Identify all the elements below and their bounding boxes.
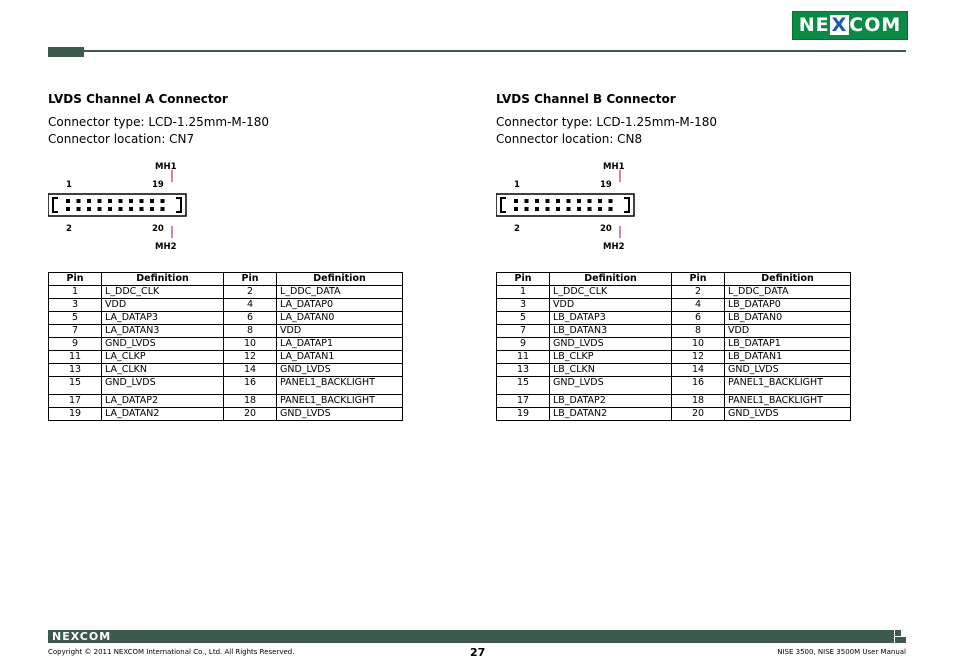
pin-definition-cell: LA_DATAP1 — [277, 338, 403, 351]
pin-dot — [140, 199, 144, 203]
header-rule — [48, 50, 906, 52]
pin-definition-cell: PANEL1_BACKLIGHT — [725, 377, 851, 395]
connector-diagram — [48, 162, 248, 262]
pin-number-cell: 11 — [497, 351, 550, 364]
pin-number-cell: 15 — [49, 377, 102, 395]
pin-number-cell: 11 — [49, 351, 102, 364]
pin-dot — [66, 207, 70, 211]
connector-housing — [496, 194, 634, 216]
pin-dot — [514, 207, 518, 211]
pin-number-cell: 19 — [49, 408, 102, 421]
pin-definition-cell: GND_LVDS — [277, 408, 403, 421]
pin-number-cell: 5 — [49, 312, 102, 325]
pin-dot — [161, 199, 165, 203]
pin-number-cell: 13 — [49, 364, 102, 377]
pin-number-cell: 6 — [672, 312, 725, 325]
pin-definition-cell: GND_LVDS — [102, 377, 224, 395]
pin-dot — [108, 199, 112, 203]
pin-dot — [609, 199, 613, 203]
label-mh1: MH1 — [603, 162, 625, 172]
pin-number-cell: 4 — [224, 299, 277, 312]
pin-dot — [98, 207, 102, 211]
pin-number-cell: 20 — [672, 408, 725, 421]
pin-definition-cell: L_DDC_DATA — [725, 286, 851, 299]
pin-definition-cell: VDD — [725, 325, 851, 338]
pin-dot — [77, 207, 81, 211]
pin-number-cell: 3 — [497, 299, 550, 312]
connector-diagram — [496, 162, 696, 262]
pin-definition-cell: LA_CLKN — [102, 364, 224, 377]
pin-number-cell: 14 — [672, 364, 725, 377]
pin-definition-cell: LB_DATAP1 — [725, 338, 851, 351]
pin-dot — [525, 207, 529, 211]
label-pin-1: 1 — [66, 180, 72, 190]
col-definition: Definition — [277, 273, 403, 286]
pin-definition-cell: PANEL1_BACKLIGHT — [725, 395, 851, 408]
pin-number-cell: 20 — [224, 408, 277, 421]
copyright-text: Copyright © 2011 NEXCOM International Co., Ltd. All Rights Reserved. — [48, 648, 295, 656]
footer-logo: NEXCOM — [52, 630, 112, 643]
table-row — [49, 351, 403, 364]
col-definition: Definition — [550, 273, 672, 286]
label-mh2: MH2 — [603, 242, 625, 252]
pin-definition-cell: VDD — [550, 299, 672, 312]
connector-location: Connector location: CN8 — [496, 132, 643, 146]
table-row — [49, 338, 403, 351]
manual-title: NISE 3500, NISE 3500M User Manual — [777, 648, 906, 656]
pin-definition-cell: LB_CLKN — [550, 364, 672, 377]
pin-number-cell: 15 — [497, 377, 550, 395]
col-definition: Definition — [725, 273, 851, 286]
pin-dot — [98, 199, 102, 203]
table-row — [497, 325, 851, 338]
pin-dot — [514, 199, 518, 203]
label-pin-19: 19 — [152, 180, 164, 190]
footer-square — [895, 630, 901, 636]
pin-dot — [525, 199, 529, 203]
section-title: LVDS Channel B Connector — [496, 92, 676, 106]
pin-dot — [598, 207, 602, 211]
connector-right-bracket — [176, 198, 181, 212]
pin-definition-cell: L_DDC_CLK — [550, 286, 672, 299]
pin-number-cell: 17 — [49, 395, 102, 408]
nexcom-logo: NE X COM — [792, 11, 908, 40]
header-tab — [48, 47, 84, 57]
table-row — [497, 286, 851, 299]
pin-definition-cell: LB_DATAP0 — [725, 299, 851, 312]
pin-definition-cell: GND_LVDS — [725, 408, 851, 421]
pin-number-cell: 6 — [224, 312, 277, 325]
pin-definition-cell: L_DDC_CLK — [102, 286, 224, 299]
label-pin-20: 20 — [600, 224, 612, 234]
section-title: LVDS Channel A Connector — [48, 92, 228, 106]
pin-table — [48, 272, 403, 421]
pin-definition-cell: L_DDC_DATA — [277, 286, 403, 299]
footer-square — [895, 637, 906, 643]
pin-dot — [161, 207, 165, 211]
pin-definition-cell: LB_DATAN2 — [550, 408, 672, 421]
pin-definition-cell: GND_LVDS — [550, 377, 672, 395]
pin-dot — [66, 199, 70, 203]
table-row — [49, 299, 403, 312]
pin-definition-cell: GND_LVDS — [550, 338, 672, 351]
pin-number-cell: 2 — [672, 286, 725, 299]
pin-number-cell: 12 — [672, 351, 725, 364]
connector-housing — [48, 194, 186, 216]
pin-definition-cell: GND_LVDS — [725, 364, 851, 377]
pin-definition-cell: LB_DATAN0 — [725, 312, 851, 325]
pin-number-cell: 9 — [497, 338, 550, 351]
label-pin-19: 19 — [600, 180, 612, 190]
pin-number-cell: 7 — [497, 325, 550, 338]
table-row — [497, 408, 851, 421]
table-header-row — [49, 273, 403, 286]
table-row — [49, 286, 403, 299]
col-pin: Pin — [224, 273, 277, 286]
label-pin-20: 20 — [152, 224, 164, 234]
table-row — [497, 351, 851, 364]
pin-dot — [588, 207, 592, 211]
connector-left-bracket — [501, 198, 506, 212]
pin-dot — [77, 199, 81, 203]
pin-number-cell: 8 — [672, 325, 725, 338]
pin-number-cell: 9 — [49, 338, 102, 351]
label-mh2: MH2 — [155, 242, 177, 252]
pin-number-cell: 8 — [224, 325, 277, 338]
pin-definition-cell: LB_DATAP3 — [550, 312, 672, 325]
pin-number-cell: 16 — [672, 377, 725, 395]
connector-left-bracket — [53, 198, 58, 212]
table-row — [49, 395, 403, 408]
col-pin: Pin — [49, 273, 102, 286]
pin-definition-cell: LB_DATAN3 — [550, 325, 672, 338]
pin-definition-cell: LA_CLKP — [102, 351, 224, 364]
table-row — [497, 312, 851, 325]
pin-definition-cell: LA_DATAP3 — [102, 312, 224, 325]
pin-dot — [108, 207, 112, 211]
pin-number-cell: 14 — [224, 364, 277, 377]
pin-definition-cell: LA_DATAN1 — [277, 351, 403, 364]
pin-dot — [609, 207, 613, 211]
pin-number-cell: 17 — [497, 395, 550, 408]
pin-definition-cell: VDD — [102, 299, 224, 312]
pin-dot — [129, 199, 133, 203]
table-row — [49, 377, 403, 395]
page-number: 27 — [470, 646, 486, 659]
pin-dot — [577, 199, 581, 203]
col-pin: Pin — [497, 273, 550, 286]
label-pin-2: 2 — [66, 224, 72, 234]
pin-dot — [119, 199, 123, 203]
pin-dot — [129, 207, 133, 211]
pin-definition-cell: GND_LVDS — [277, 364, 403, 377]
pin-definition-cell: LB_CLKP — [550, 351, 672, 364]
connector-type: Connector type: LCD-1.25mm-M-180 — [496, 115, 718, 129]
label-mh1: MH1 — [155, 162, 177, 172]
pin-definition-cell: LA_DATAN0 — [277, 312, 403, 325]
pin-number-cell: 4 — [672, 299, 725, 312]
table-row — [497, 395, 851, 408]
pin-number-cell: 10 — [224, 338, 277, 351]
connector-location: Connector location: CN7 — [48, 132, 195, 146]
label-pin-2: 2 — [514, 224, 520, 234]
pin-dot — [119, 207, 123, 211]
pin-number-cell: 16 — [224, 377, 277, 395]
pin-definition-cell: LA_DATAP2 — [102, 395, 224, 408]
pin-number-cell: 1 — [497, 286, 550, 299]
table-row — [497, 299, 851, 312]
pin-dot — [598, 199, 602, 203]
pin-dot — [87, 207, 91, 211]
pin-dot — [588, 199, 592, 203]
pin-number-cell: 18 — [224, 395, 277, 408]
pin-definition-cell: PANEL1_BACKLIGHT — [277, 395, 403, 408]
table-row — [49, 312, 403, 325]
pin-number-cell: 12 — [224, 351, 277, 364]
label-pin-1: 1 — [514, 180, 520, 190]
pin-number-cell: 1 — [49, 286, 102, 299]
pin-number-cell: 3 — [49, 299, 102, 312]
pin-dot — [87, 199, 91, 203]
pin-dot — [546, 207, 550, 211]
table-row — [49, 325, 403, 338]
pin-dot — [140, 207, 144, 211]
pin-dot — [535, 207, 539, 211]
pin-dot — [577, 207, 581, 211]
connector-drawing — [48, 162, 248, 262]
pin-dot — [567, 207, 571, 211]
pin-number-cell: 2 — [224, 286, 277, 299]
pin-number-cell: 10 — [672, 338, 725, 351]
connector-drawing — [496, 162, 696, 262]
pin-definition-cell: LA_DATAN3 — [102, 325, 224, 338]
pin-number-cell: 18 — [672, 395, 725, 408]
pin-number-cell: 13 — [497, 364, 550, 377]
table-row — [49, 408, 403, 421]
pin-definition-cell: LA_DATAN2 — [102, 408, 224, 421]
table-row — [497, 364, 851, 377]
pin-definition-cell: VDD — [277, 325, 403, 338]
pin-number-cell: 7 — [49, 325, 102, 338]
pin-definition-cell: LB_DATAN1 — [725, 351, 851, 364]
pin-dot — [567, 199, 571, 203]
table-header-row — [497, 273, 851, 286]
pin-dot — [535, 199, 539, 203]
table-row — [497, 338, 851, 351]
pin-number-cell: 5 — [497, 312, 550, 325]
table-row — [497, 377, 851, 395]
table-row — [49, 364, 403, 377]
pin-dot — [556, 199, 560, 203]
connector-right-bracket — [624, 198, 629, 212]
col-definition: Definition — [102, 273, 224, 286]
connector-type: Connector type: LCD-1.25mm-M-180 — [48, 115, 270, 129]
pin-table — [496, 272, 851, 421]
pin-definition-cell: LB_DATAP2 — [550, 395, 672, 408]
pin-definition-cell: LA_DATAP0 — [277, 299, 403, 312]
pin-dot — [556, 207, 560, 211]
footer-bar — [48, 630, 894, 643]
pin-definition-cell: GND_LVDS — [102, 338, 224, 351]
pin-dot — [150, 199, 154, 203]
pin-dot — [150, 207, 154, 211]
pin-definition-cell: PANEL1_BACKLIGHT — [277, 377, 403, 395]
col-pin: Pin — [672, 273, 725, 286]
pin-dot — [546, 199, 550, 203]
pin-number-cell: 19 — [497, 408, 550, 421]
